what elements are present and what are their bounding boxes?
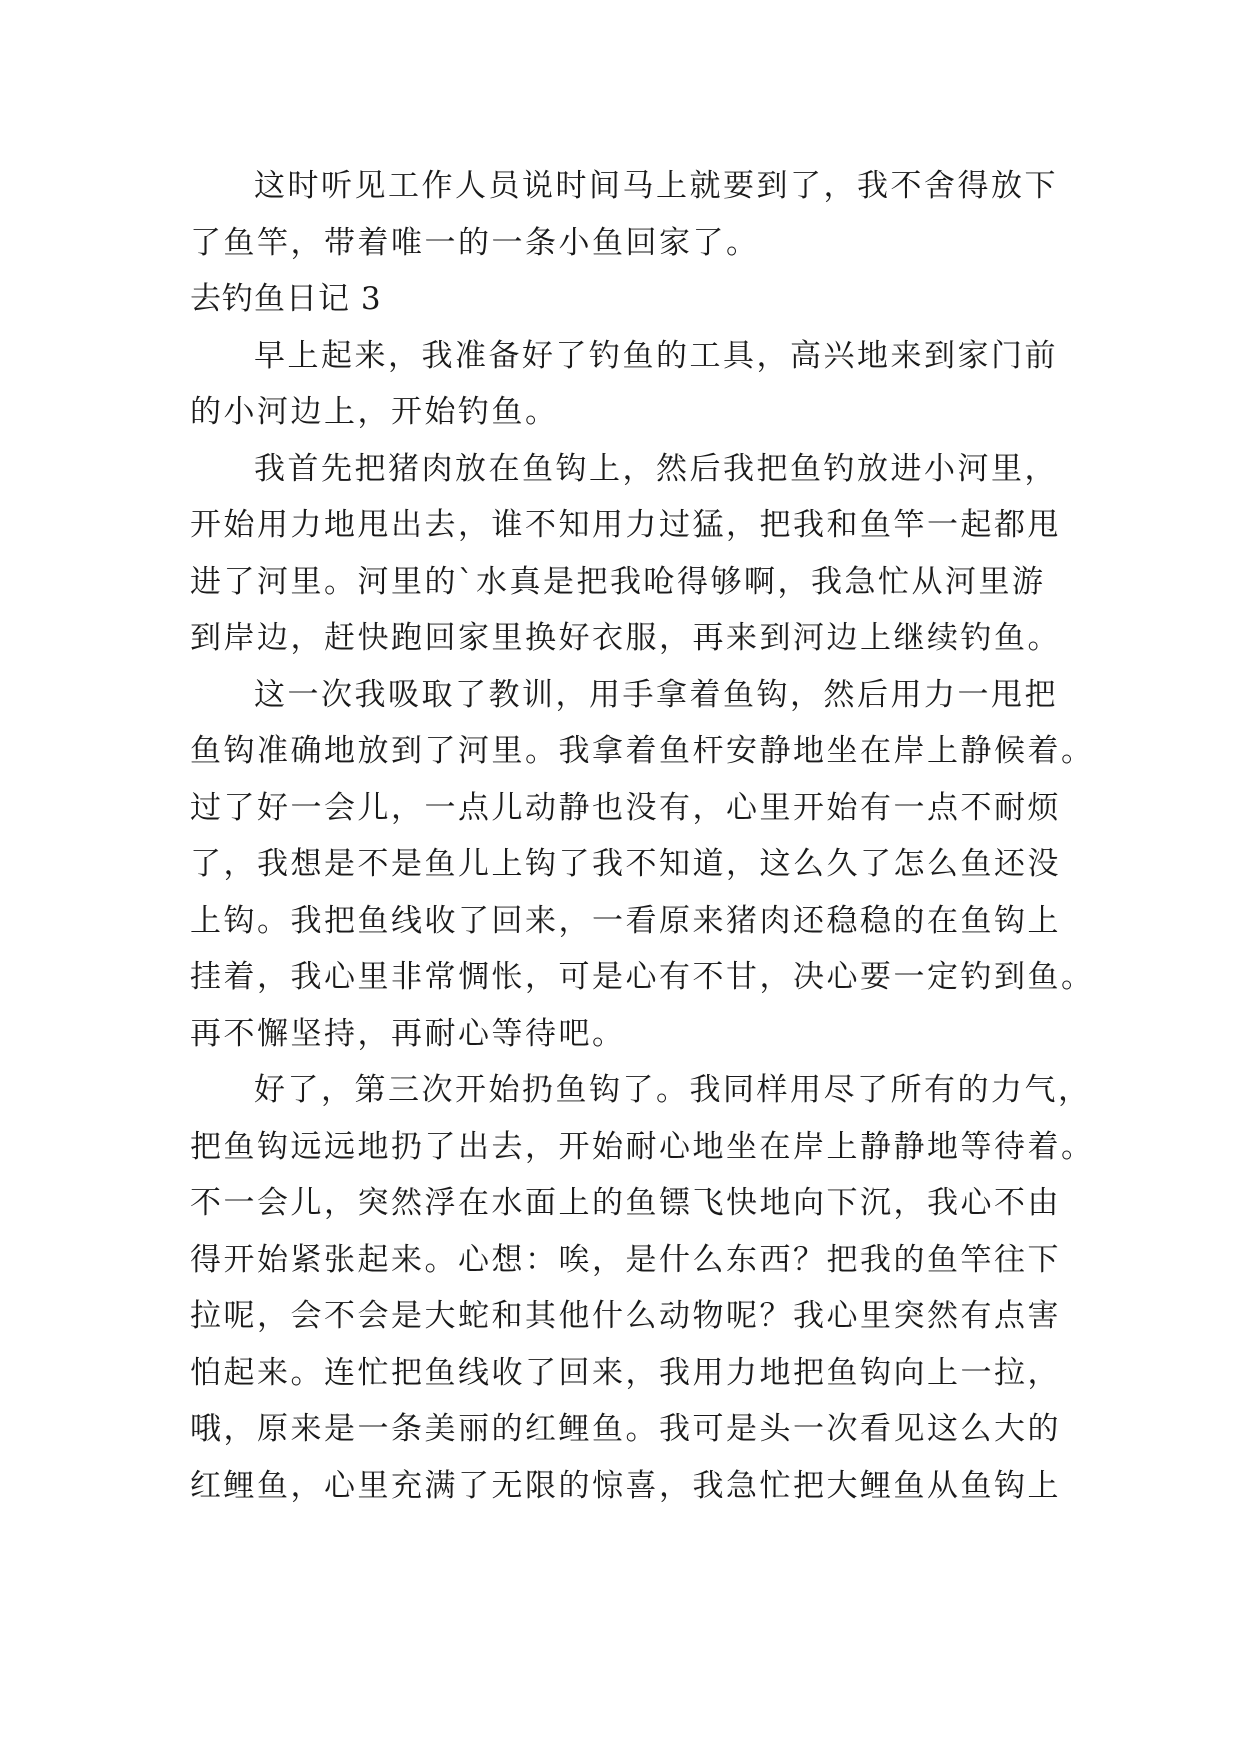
paragraph-line: 怕起来。连忙把鱼线收了回来，我用力地把鱼钩向上一拉， bbox=[190, 1354, 1061, 1391]
paragraph-line: 这时听见工作人员说时间马上就要到了，我不舍得放下 bbox=[254, 168, 1058, 204]
paragraph-line: 拉呢，会不会是大蛇和其他什么动物呢？我心里突然有点害 bbox=[190, 1298, 1061, 1334]
paragraph-line: 早上起来，我准备好了钓鱼的工具，高兴地来到家门前 bbox=[254, 337, 1058, 374]
paragraph-line: 红鲤鱼，心里充满了无限的惊喜，我急忙把大鲤鱼从鱼钩上 bbox=[190, 1467, 1061, 1504]
paragraph-line: 不一会儿，突然浮在水面上的鱼镖飞快地向下沉，我心不由 bbox=[190, 1185, 1061, 1221]
paragraph-line: 了，我想是不是鱼儿上钩了我不知道，这么久了怎么鱼还没 bbox=[190, 846, 1061, 882]
paragraph-line: 过了好一会儿，一点儿动静也没有，心里开始有一点不耐烦 bbox=[190, 789, 1061, 826]
paragraph-line: 哦，原来是一条美丽的红鲤鱼。我可是头一次看见这么大的 bbox=[190, 1411, 1061, 1447]
paragraph-line: 再不懈坚持，再耐心等待吧。 bbox=[190, 1015, 626, 1052]
paragraph-line: 我首先把猪肉放在鱼钩上，然后我把鱼钓放进小河里， bbox=[254, 450, 1058, 487]
section-heading: 去钓鱼日记 3 bbox=[190, 281, 382, 317]
paragraph-line: 这一次我吸取了教训，用手拿着鱼钩，然后用力一甩把 bbox=[254, 676, 1058, 713]
paragraph-line: 的小河边上，开始钓鱼。 bbox=[190, 394, 559, 430]
paragraph-line: 了鱼竿，带着唯一的一条小鱼回家了。 bbox=[190, 224, 760, 261]
paragraph-line: 鱼钩准确地放到了河里。我拿着鱼杆安静地坐在岸上静候着。 bbox=[190, 733, 1095, 769]
paragraph-line: 进了河里。河里的`水真是把我呛得够啊，我急忙从河里游 bbox=[190, 563, 1046, 600]
paragraph-line: 好了，第三次开始扔鱼钩了。我同样用尽了所有的力气， bbox=[254, 1072, 1092, 1108]
paragraph-line: 到岸边，赶快跑回家里换好衣服，再来到河边上继续钓鱼。 bbox=[190, 620, 1061, 656]
paragraph-line: 上钩。我把鱼线收了回来，一看原来猪肉还稳稳的在鱼钩上 bbox=[190, 902, 1061, 939]
document-body bbox=[190, 158, 1095, 1514]
paragraph-line: 把鱼钩远远地扔了出去，开始耐心地坐在岸上静静地等待着。 bbox=[190, 1128, 1095, 1165]
paragraph-line: 得开始紧张起来。心想：唉，是什么东西？把我的鱼竿往下 bbox=[190, 1241, 1061, 1278]
paragraph-line: 开始用力地甩出去，谁不知用力过猛，把我和鱼竿一起都甩 bbox=[190, 507, 1061, 543]
paragraph-line: 挂着，我心里非常惆怅，可是心有不甘，决心要一定钓到鱼。 bbox=[190, 959, 1095, 995]
